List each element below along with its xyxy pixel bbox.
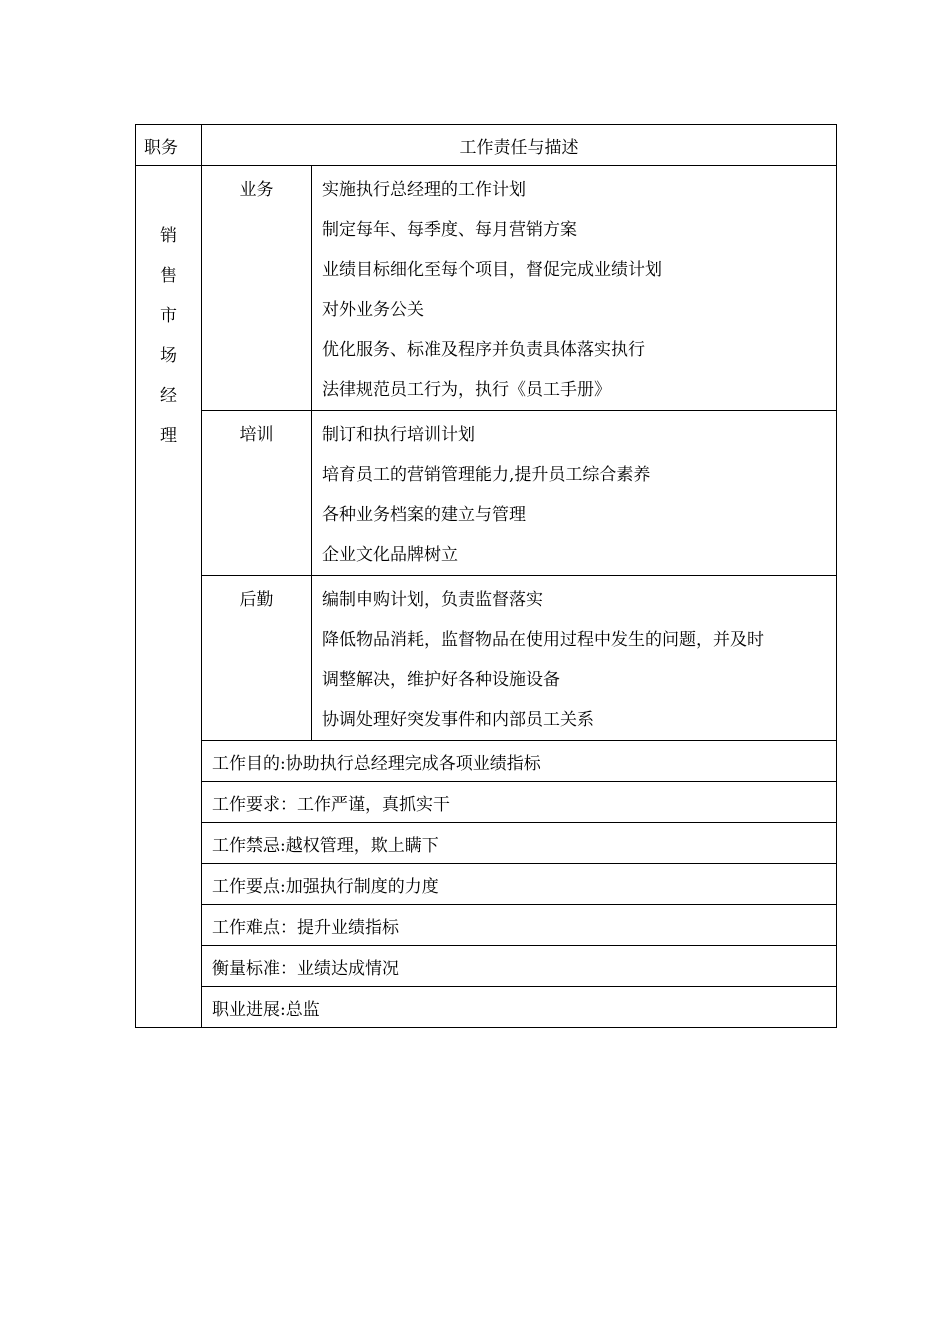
role-char: 场: [160, 346, 177, 366]
info-career: 职业进展:总监: [202, 987, 837, 1028]
description-line: 培育员工的营销管理能力,提升员工综合素养: [322, 465, 651, 485]
info-row-key-points: [136, 864, 837, 905]
description-line: 优化服务、标准及程序并负责具体落实执行: [322, 340, 645, 360]
info-taboo: 工作禁忌:越权管理，欺上瞒下: [202, 823, 837, 864]
description-line: 制订和执行培训计划: [322, 425, 475, 445]
description-line: 实施执行总经理的工作计划: [322, 180, 526, 200]
info-row-measurement: [136, 946, 837, 987]
description-line: 各种业务档案的建立与管理: [322, 505, 526, 525]
description-line: 企业文化品牌树立: [322, 545, 458, 565]
description-logistics: [312, 576, 837, 741]
info-row-purpose: [136, 741, 837, 782]
description-line: 制定每年、每季度、每月营销方案: [322, 220, 577, 240]
category-label: 业务: [239, 180, 274, 200]
info-row-requirement: [136, 782, 837, 823]
role-char: 经: [160, 386, 177, 406]
description-line: 编制申购计划，负责监督落实: [322, 590, 543, 610]
header-description: 工作责任与描述: [202, 125, 837, 166]
info-purpose: 工作目的:协助执行总经理完成各项业绩指标: [202, 741, 837, 782]
description-business: [312, 166, 837, 411]
description-line: 法律规范员工行为，执行《员工手册》: [322, 380, 611, 400]
role-title: [136, 166, 201, 456]
category-training: [202, 411, 312, 576]
section-business: [136, 166, 837, 411]
description-line: 对外业务公关: [322, 300, 424, 320]
category-label: 培训: [239, 425, 274, 445]
category-label: 后勤: [239, 590, 274, 610]
info-difficulty: 工作难点：提升业绩指标: [202, 905, 837, 946]
section-training: [136, 411, 837, 576]
role-char: 售: [160, 266, 177, 286]
info-row-career: [136, 987, 837, 1028]
info-requirement: 工作要求：工作严谨，真抓实干: [202, 782, 837, 823]
role-char: 市: [160, 306, 177, 326]
header-row: [136, 125, 837, 166]
info-row-difficulty: [136, 905, 837, 946]
role-char: 销: [160, 226, 177, 246]
description-training: [312, 411, 837, 576]
description-line: 协调处理好突发事件和内部员工关系: [322, 710, 594, 730]
role-char: 理: [160, 426, 177, 446]
role-cell: [136, 166, 202, 1028]
info-measurement: 衡量标准：业绩达成情况: [202, 946, 837, 987]
info-key-points: 工作要点:加强执行制度的力度: [202, 864, 837, 905]
description-line: 业绩目标细化至每个项目，督促完成业绩计划: [322, 260, 662, 280]
category-business: [202, 166, 312, 411]
category-logistics: [202, 576, 312, 741]
job-description-table: [135, 124, 837, 1028]
header-role: 职务: [136, 125, 202, 166]
description-line: 调整解决，维护好各种设施设备: [322, 670, 560, 690]
info-row-taboo: [136, 823, 837, 864]
description-line: 降低物品消耗，监督物品在使用过程中发生的问题，并及时: [322, 630, 764, 650]
section-logistics: [136, 576, 837, 741]
